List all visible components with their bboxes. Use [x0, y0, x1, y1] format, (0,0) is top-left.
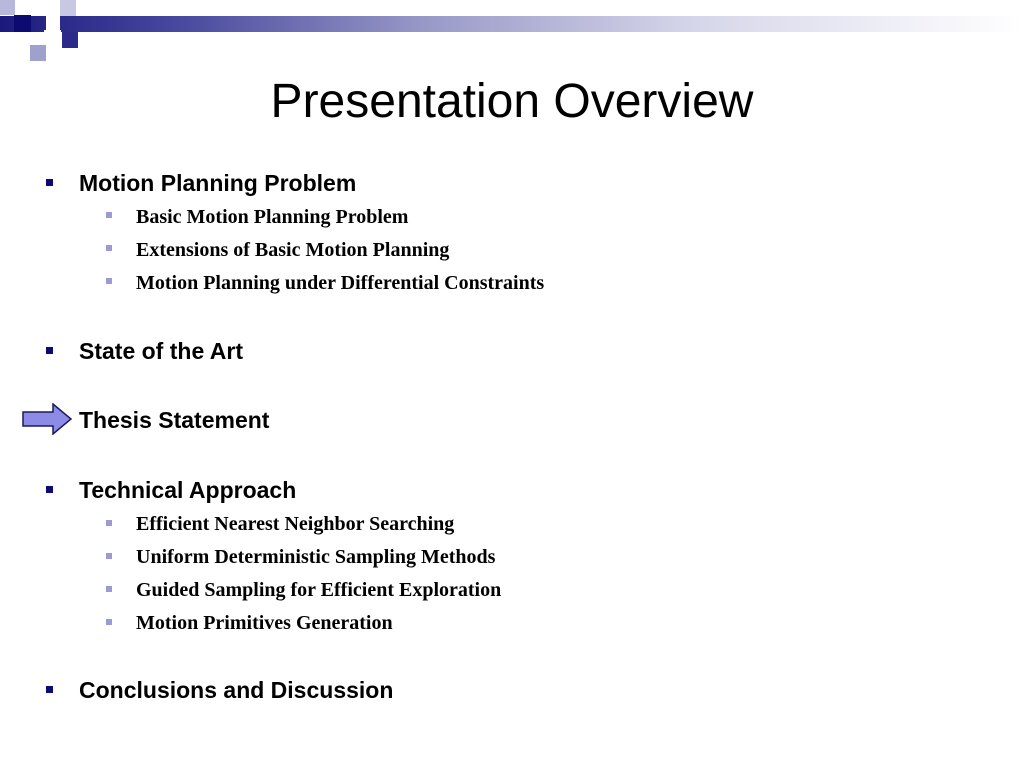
bullet-icon	[46, 486, 53, 493]
bullet-icon	[46, 686, 53, 693]
sub-bullet-icon	[106, 278, 112, 284]
decor-square	[60, 0, 76, 16]
outline-subitem: Uniform Deterministic Sampling Methods	[136, 546, 496, 568]
sub-bullet-icon	[106, 553, 112, 559]
sub-bullet-icon	[106, 586, 112, 592]
decor-square	[44, 30, 61, 47]
decor-square	[14, 15, 31, 32]
decor-square	[62, 32, 78, 48]
outline-subitem: Basic Motion Planning Problem	[136, 206, 409, 228]
sub-bullet-icon	[106, 212, 112, 218]
outline-subitem: Motion Planning under Differential Constraints	[136, 272, 545, 294]
bullet-icon	[46, 347, 53, 354]
outline-item-conclusions: Conclusions and Discussion	[79, 677, 394, 703]
sub-bullet-icon	[106, 245, 112, 251]
header-gradient-bar	[0, 16, 1024, 32]
outline-item-technical-approach: Technical Approach	[79, 477, 297, 503]
outline-subitem: Efficient Nearest Neighbor Searching	[136, 513, 455, 535]
outline-subitem: Extensions of Basic Motion Planning	[136, 239, 450, 261]
sub-bullet-icon	[106, 520, 112, 526]
outline-subitem: Motion Primitives Generation	[136, 612, 393, 634]
bullet-icon	[46, 179, 53, 186]
outline-item-motion-planning: Motion Planning Problem	[79, 170, 357, 196]
arrow-icon	[22, 403, 72, 435]
sub-bullet-icon	[106, 619, 112, 625]
decor-square	[46, 16, 60, 30]
decor-square	[0, 0, 15, 15]
slide-title: Presentation Overview	[270, 75, 754, 128]
outline-subitem: Guided Sampling for Efficient Exploration	[136, 579, 502, 601]
outline-item-thesis-statement: Thesis Statement	[79, 407, 270, 433]
decor-square	[30, 45, 46, 61]
outline-item-state-of-the-art: State of the Art	[79, 338, 243, 364]
